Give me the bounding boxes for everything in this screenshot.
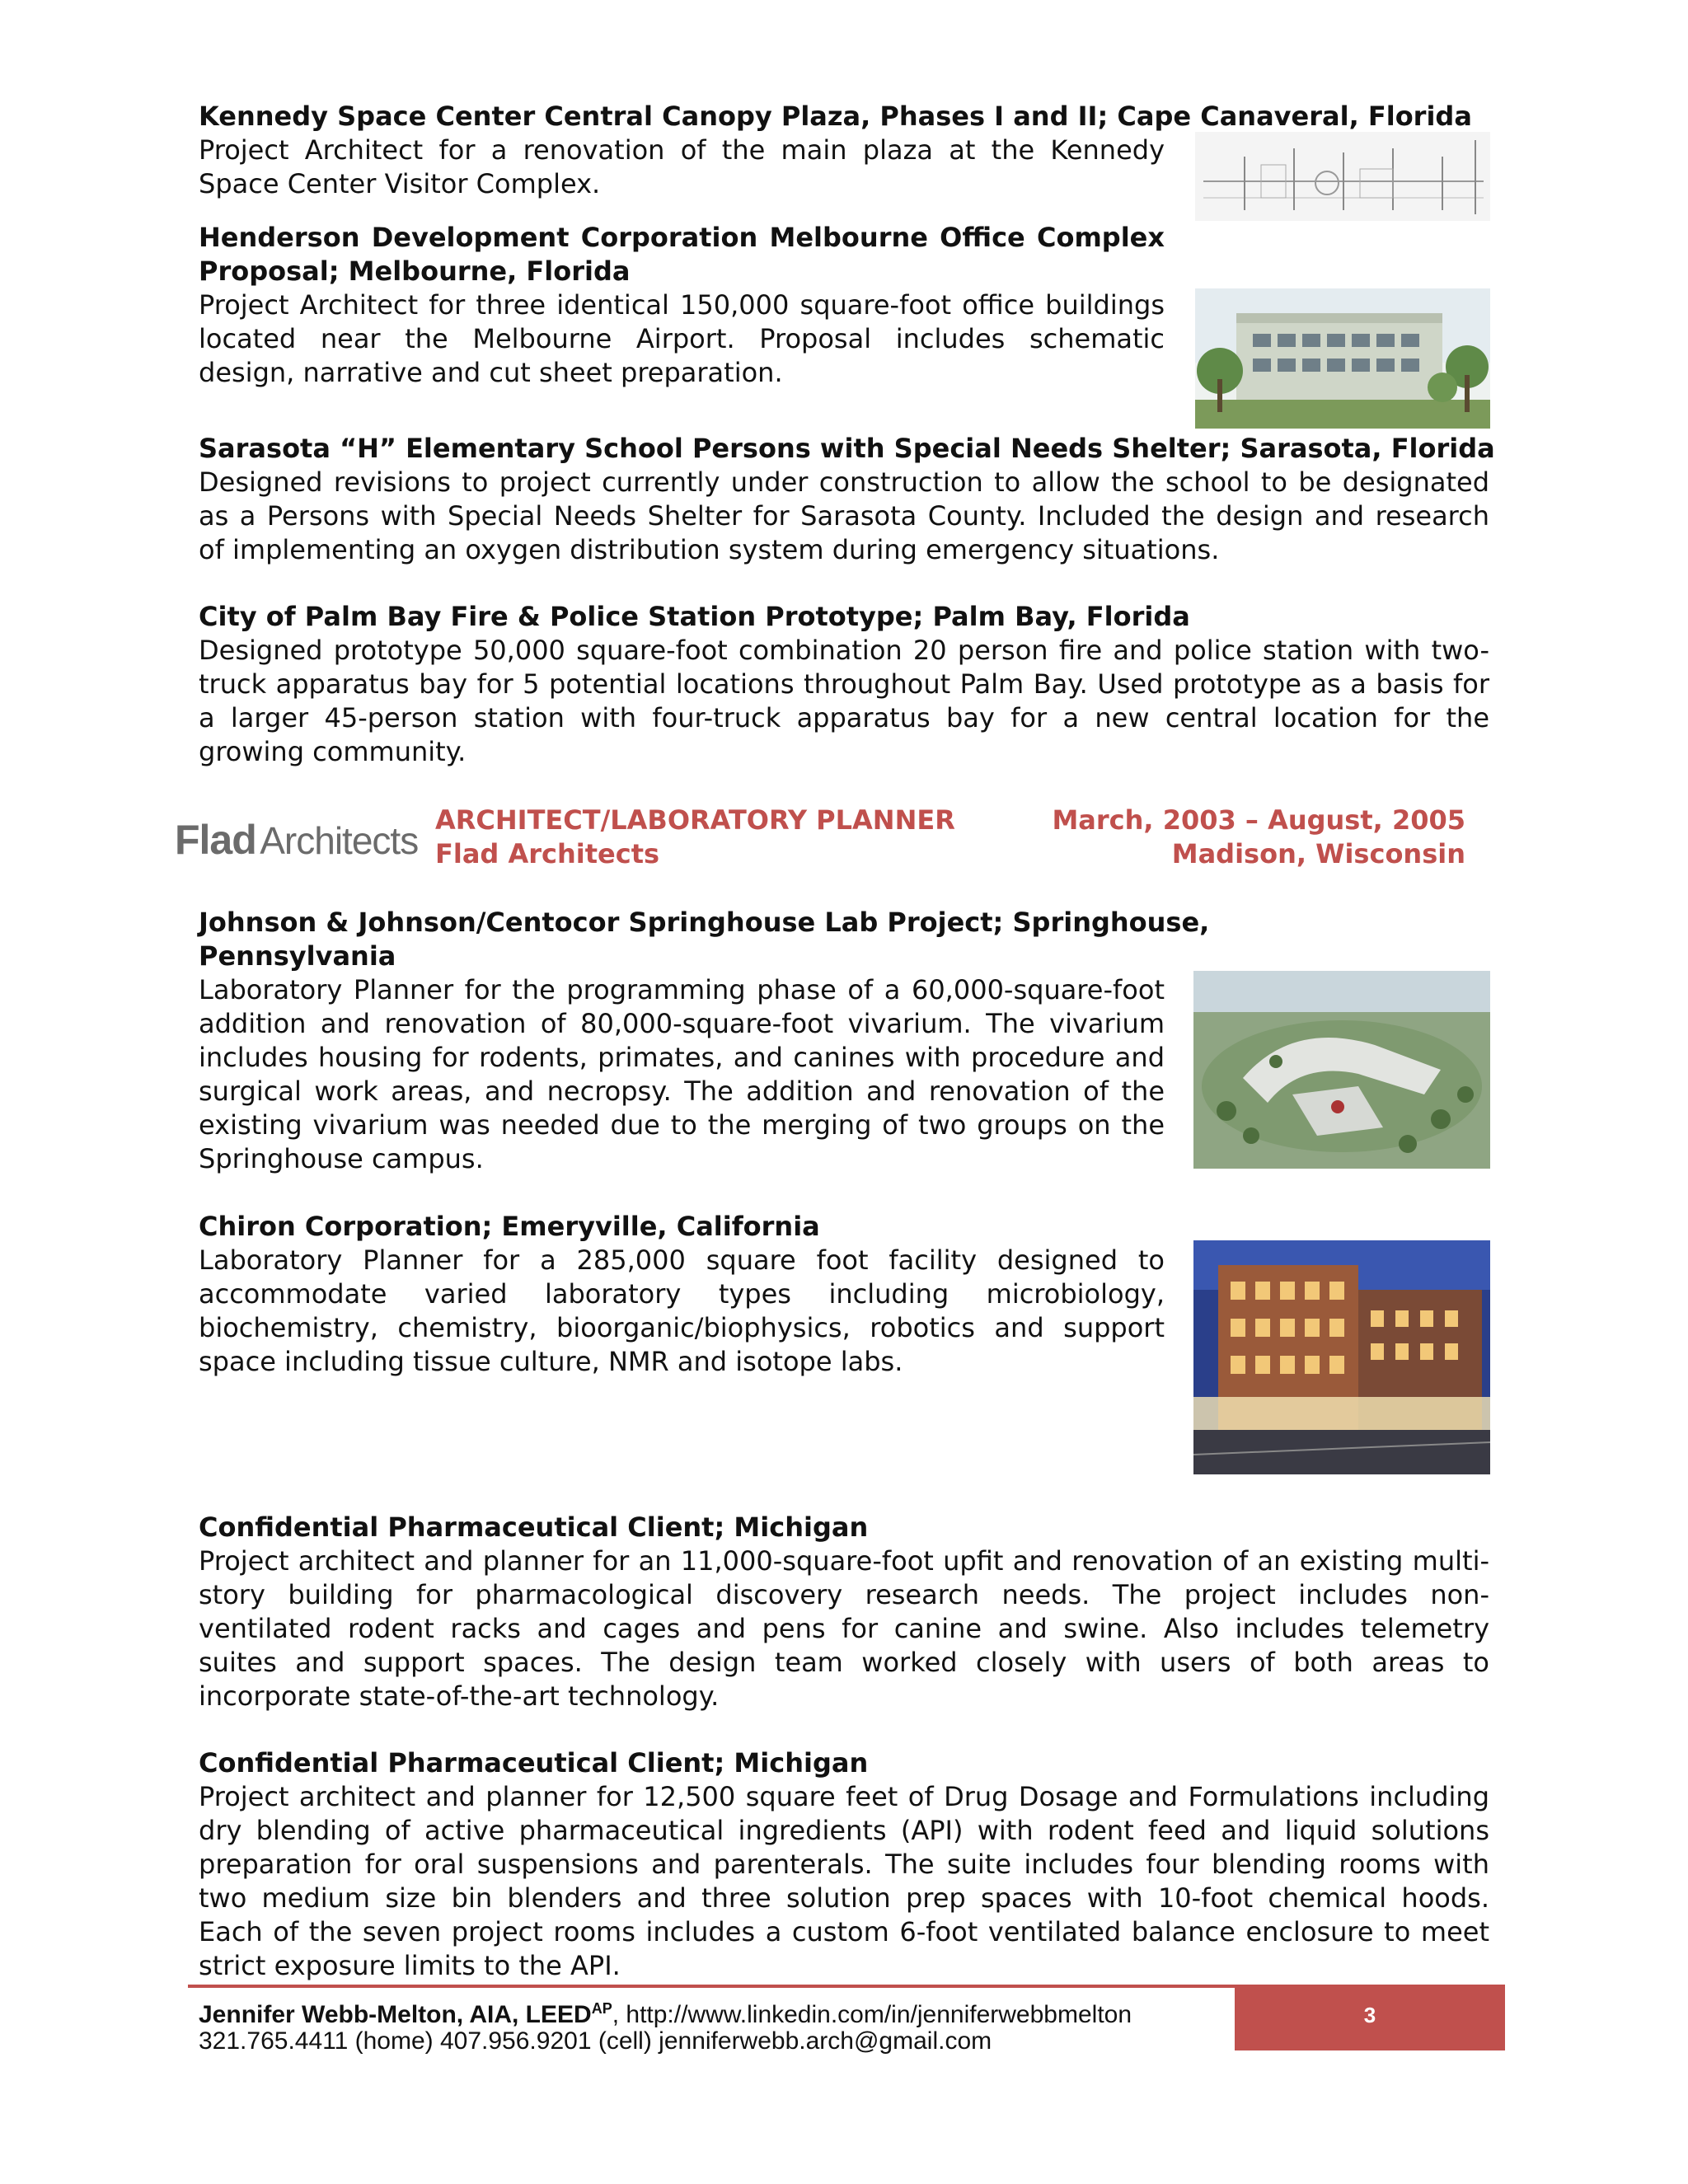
project-description — [199, 1780, 1489, 1983]
desc-line: design, narrative and cut sheet preparation. — [199, 357, 783, 388]
project-description — [199, 134, 1165, 201]
title-line: Pennsylvania — [199, 940, 396, 972]
title-line: Johnson & Johnson/Centocor Springhouse Lab Project; Springhouse, — [199, 907, 1210, 938]
desc-line: Designed prototype 50,000 square-foot combination 20 person fire and police station with two- — [199, 635, 1489, 666]
employment-dates: March, 2003 – August, 2005 — [1052, 804, 1465, 836]
desc-line: suites and support spaces. The design team worked closely with users of both areas to — [199, 1647, 1489, 1678]
desc-line: accommodate varied laboratory types including microbiology, — [199, 1278, 1165, 1310]
desc-line: addition and renovation of 80,000-square-foot vivarium. The vivarium — [199, 1008, 1165, 1039]
desc-line: Project architect and planner for 12,500 square feet of Drug Dosage and Formulations including — [199, 1781, 1489, 1812]
desc-line: Project architect and planner for an 11,000-square-foot upfit and renovation of an existing multi- — [199, 1545, 1489, 1577]
project-title — [199, 906, 1210, 973]
desc-line: Laboratory Planner for the programming phase of a 60,000-square-foot — [199, 974, 1165, 1005]
desc-line: strict exposure limits to the API. — [199, 1950, 621, 1981]
desc-line: preparation for oral suspensions and parenterals. The suite includes four blending rooms with — [199, 1849, 1489, 1880]
project-title — [199, 221, 1165, 288]
project-description — [199, 634, 1489, 769]
desc-line: dry blending of active pharmaceutical ingredients (API) with rodent feed and liquid solutions — [199, 1815, 1489, 1846]
employer-location: Madison, Wisconsin — [1171, 838, 1465, 869]
desc-line: Project Architect for a renovation of the main plaza at the Kennedy — [199, 134, 1165, 166]
footer-contact: 321.765.4411 (home) 407.956.9201 (cell) jenniferwebb.arch@gmail.com — [199, 2027, 992, 2055]
project-title: Confidential Pharmaceutical Client; Michigan — [199, 1511, 869, 1543]
page-number: 3 — [1363, 2003, 1376, 2027]
desc-line: story building for pharmacological discovery research needs. The project includes non- — [199, 1579, 1489, 1610]
desc-line: Project Architect for three identical 150,000 square-foot office buildings — [199, 289, 1165, 321]
project-description — [199, 973, 1165, 1176]
author-name: Jennifer Webb-Melton, AIA, LEED — [199, 2001, 592, 2028]
desc-line: biochemistry, chemistry, bioorganic/biophysics, robotics and support — [199, 1312, 1165, 1343]
desc-line: a larger 45-person station with four-truck apparatus bay for a new central location for the — [199, 702, 1489, 733]
site-elevation-drawing — [1195, 132, 1490, 221]
flad-architects-logo: Flad Architects — [175, 817, 419, 863]
project-title: Confidential Pharmaceutical Client; Michigan — [199, 1747, 869, 1779]
desc-line: existing vivarium was needed due to the merging of two groups on the — [199, 1109, 1165, 1141]
credential-superscript: AP — [591, 2000, 612, 2017]
project-description — [199, 1544, 1489, 1713]
desc-line: located near the Melbourne Airport. Proposal includes schematic — [199, 323, 1165, 354]
desc-line: surgical work areas, and necropsy. The addition and renovation of the — [199, 1076, 1165, 1107]
project-title: Chiron Corporation; Emeryville, California — [199, 1211, 820, 1242]
desc-line: Each of the seven project rooms includes a custom 6-foot ventilated balance enclosure to meet — [199, 1916, 1489, 1947]
title-line: Proposal; Melbourne, Florida — [199, 255, 631, 287]
project-title: Sarasota “H” Elementary School Persons with Special Needs Shelter; Sarasota, Florida — [199, 433, 1495, 464]
desc-line: ventilated rodent racks and cages and pens for canine and swine. Also includes telemetry — [199, 1613, 1489, 1644]
project-title: City of Palm Bay Fire & Police Station Prototype; Palm Bay, Florida — [199, 601, 1190, 632]
desc-line: Springhouse campus. — [199, 1143, 484, 1174]
title-line: Henderson Development Corporation Melbourne Office Complex — [199, 222, 1165, 253]
desc-line: as a Persons with Special Needs Shelter for Sarasota County. Included the design and research — [199, 500, 1489, 532]
job-role: ARCHITECT/LABORATORY PLANNER — [435, 804, 955, 836]
desc-line: Designed revisions to project currently under construction to allow the school to be designated — [199, 466, 1489, 498]
project-description — [199, 288, 1165, 390]
desc-line: two medium size bin blenders and three solution prep spaces with 10-foot chemical hoods. — [199, 1882, 1489, 1914]
project-description — [199, 466, 1489, 567]
desc-line: includes housing for rodents, primates, and canines with procedure and — [199, 1042, 1165, 1073]
desc-line: incorporate state-of-the-art technology. — [199, 1680, 720, 1712]
desc-line: space including tissue culture, NMR and isotope labs. — [199, 1346, 903, 1377]
project-title: Kennedy Space Center Central Canopy Plaza, Phases I and II; Cape Canaveral, Florida — [199, 101, 1472, 132]
desc-line: Laboratory Planner for a 285,000 square foot facility designed to — [199, 1244, 1165, 1276]
lab-campus-aerial-rendering — [1193, 971, 1490, 1169]
lab-building-night-photo — [1193, 1240, 1490, 1474]
desc-line: Space Center Visitor Complex. — [199, 168, 601, 199]
project-description — [199, 1244, 1165, 1379]
desc-line: growing community. — [199, 736, 467, 767]
linkedin-link[interactable]: , http://www.linkedin.com/in/jenniferwebbmelton — [612, 2001, 1132, 2028]
office-building-rendering — [1195, 288, 1490, 429]
desc-line: truck apparatus bay for 5 potential locations throughout Palm Bay. Used prototype as a basis for — [199, 668, 1489, 700]
employer-name: Flad Architects — [435, 838, 660, 869]
desc-line: of implementing an oxygen distribution system during emergency situations. — [199, 534, 1220, 565]
page-number-box — [1235, 1988, 1505, 2050]
